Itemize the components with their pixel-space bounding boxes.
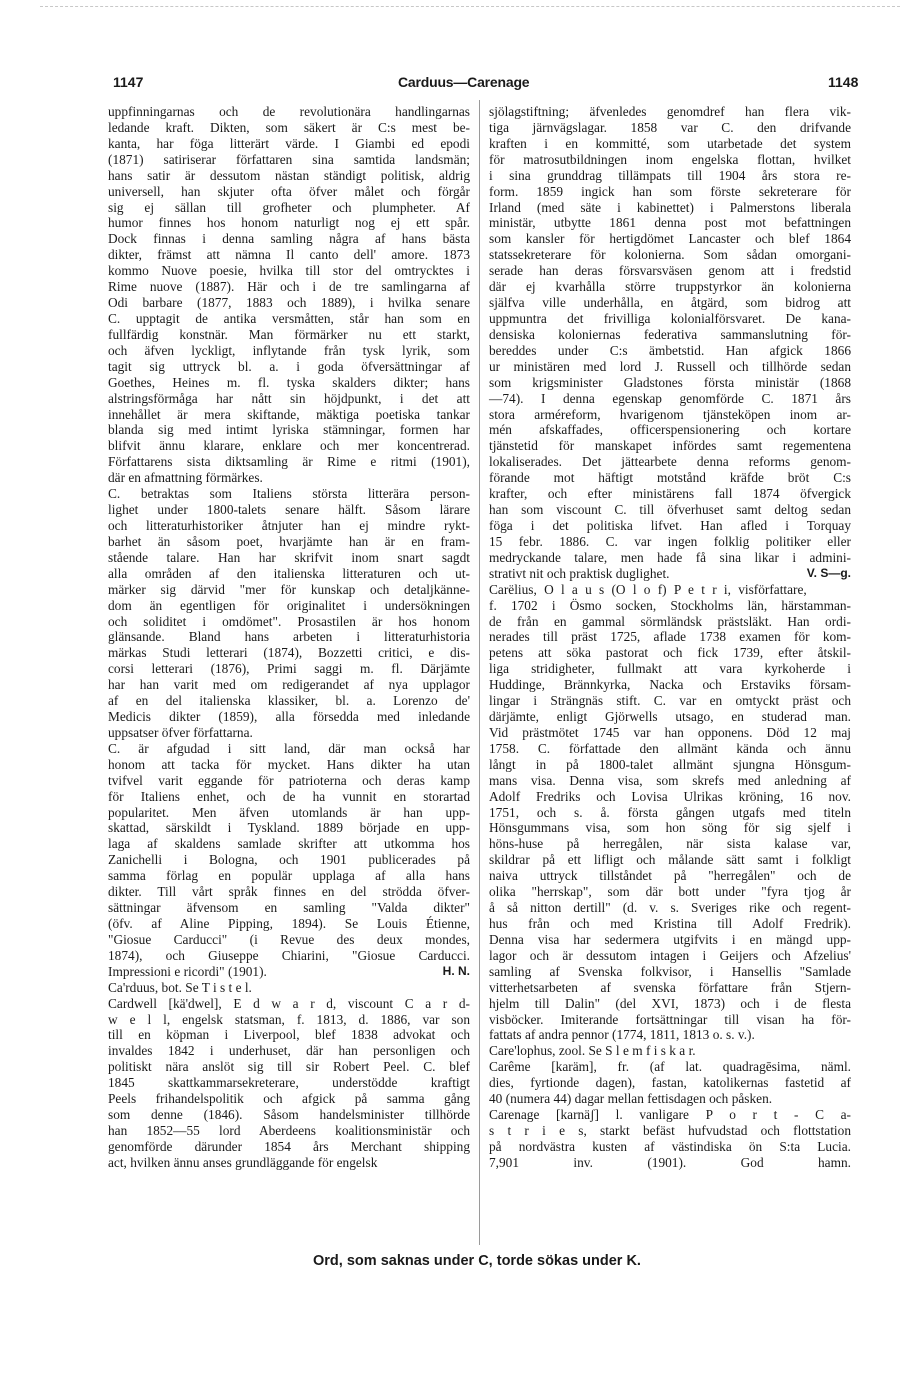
left-column	[108, 104, 470, 1171]
line-text: därjämte, enligt Gjörwells utsago, en studerad man.	[489, 709, 851, 725]
running-title: Carduus—Carenage	[398, 74, 530, 90]
text-line	[489, 980, 851, 996]
line-text: och litteraturhistoriker åtnjuter han ej mindre rykt-	[108, 517, 470, 533]
line-text: krafter, och efter ministärens fall 1874 öfvergick	[489, 486, 851, 502]
text-line	[489, 136, 851, 152]
text-line	[489, 964, 851, 980]
text-line	[489, 1059, 851, 1075]
line-text: alla områden af den italienska litteraturen och ut-	[108, 565, 470, 581]
line-text: förande mot häftigt motstånd kräfde bröt C:s	[489, 470, 851, 486]
line-text: Impressioni e ricordi" (1901).	[108, 963, 267, 979]
text-line	[489, 614, 851, 630]
line-text: Dock finnas i denna samling några af hans bästa	[108, 231, 470, 247]
text-line	[108, 295, 470, 311]
text-line	[489, 789, 851, 805]
text-line	[489, 757, 851, 773]
line-text: uppmuntra det frivilliga kolonialförsvaret. De kana-	[489, 310, 851, 326]
line-text: uppfinningarnas och de revolutionära handlingarnas	[108, 104, 470, 119]
line-text: skildrar på ett lifligt och målande sätt samt i folkligt	[489, 852, 851, 868]
text-line	[489, 231, 851, 247]
line-text: föga i det politiska lifvet. Han afled i Torquay	[489, 517, 851, 533]
line-text: Carême [karäm], fr. (af lat. quadragēsima, näml.	[489, 1059, 851, 1075]
line-text: s t r i e s, starkt befäst hufvudstad och flottstation	[489, 1123, 851, 1138]
right-column	[489, 104, 851, 1171]
line-text: hans satir är dessutom nästan ständigt politisk, aldrig	[108, 167, 470, 183]
text-line	[489, 836, 851, 852]
text-line	[489, 725, 851, 741]
line-text: nerades till präst 1725, aflade 1738 examen för kom-	[489, 629, 851, 645]
text-line	[108, 407, 470, 423]
text-line	[489, 279, 851, 295]
line-text: sättningar äfvensom en samling "Valda dikter"	[108, 900, 470, 916]
line-text: och äfven lyckligt, inflytande från tysk lyrik, som	[108, 342, 470, 358]
line-text: mén afskaffades, officerspensionering och kortare	[489, 422, 851, 438]
text-line	[489, 948, 851, 964]
text-line	[108, 645, 470, 661]
line-text: —74). I denna egenskap genomförde C. 1871 års	[489, 390, 851, 406]
line-text: Irland (med säte i kabinettet) i Palmerstons liberala	[489, 199, 851, 215]
text-line	[108, 566, 470, 582]
text-line	[489, 1091, 851, 1107]
line-text: Ca'rduus, bot. Se T i s t e l.	[108, 979, 252, 995]
line-text: Hönsgummans visa, som hon söng för sig sjelf i	[489, 820, 851, 836]
line-text: som kansler för hertigdömet Lancaster och blef 1864	[489, 231, 851, 247]
line-text: petens att söka pastorat och fick 1739, efter åtskil-	[489, 645, 851, 661]
text-line	[108, 852, 470, 868]
text-line	[108, 820, 470, 836]
line-text: Medicis dikter (1859), alla försedda med inledande	[108, 709, 470, 725]
text-line	[489, 407, 851, 423]
text-line	[489, 852, 851, 868]
text-line	[108, 438, 470, 454]
line-text: tvifvel varit eggande för patrioterna och deras kamp	[108, 772, 470, 788]
line-text: 40 (numera 44) dagar mellan fettisdagen och påsken.	[489, 1091, 773, 1107]
text-line	[108, 1012, 470, 1028]
author-signature: V. S—g.	[806, 565, 851, 580]
text-line	[108, 693, 470, 709]
text-line	[489, 550, 851, 566]
line-text: å så nitton dertill" (d. v. s. Sveriges rike och regent-	[489, 900, 851, 916]
line-text: strativt nit och praktisk duglighet.	[489, 565, 670, 581]
text-line	[108, 773, 470, 789]
line-text: blifvit ännu klarare, enklare och mer koncentrerad.	[108, 438, 470, 454]
line-text: dikter, främst att nämna Il canto dell' amore. 1873	[108, 247, 470, 263]
line-text: visböcker. Imiterande fortsättningar till visan ha för-	[489, 1011, 851, 1027]
text-line	[108, 215, 470, 231]
line-text: ledande kraft. Dikten, som säkert är C:s mest be-	[108, 119, 470, 135]
text-line	[108, 677, 470, 693]
text-line	[489, 518, 851, 534]
line-text: 1751, och s. å. första gången utgafs med titeln	[489, 804, 851, 820]
text-line	[489, 152, 851, 168]
line-text: bereddes under C:s ämbetstid. Han afgick 1866	[489, 342, 851, 358]
line-text: samling af Svenska folkvisor, i Hansellis "Samlade	[489, 963, 851, 979]
text-line	[489, 1012, 851, 1028]
text-line	[489, 1075, 851, 1091]
line-text: Författarens sista diktsamling är Rime e ritmi (1901),	[108, 454, 470, 470]
scan-edge-line	[40, 6, 900, 7]
text-line	[108, 327, 470, 343]
line-text: fullfärdig konstnär. Man förmärker nu ett starkt,	[108, 326, 470, 342]
line-text: på nordvästra kusten af västindiska ön S:ta Lucia.	[489, 1138, 851, 1154]
line-text: 15 febr. 1886. C. var ingen folklig politiker eller	[489, 533, 851, 549]
line-text: Rime nuove (1887). Här och i de tre samlingarna af	[108, 279, 470, 295]
line-text: själfva ville underhålla, en åtgärd, som bidrog att	[489, 295, 851, 311]
text-line	[489, 438, 851, 454]
line-text: liga stridigheter, fullmakt att vara kyrkoherde i	[489, 661, 851, 677]
text-line	[489, 1107, 851, 1123]
line-text: uppsatser öfver författarna.	[108, 724, 253, 740]
line-text: "Giosue Carducci" (i Revue des deux mondes,	[108, 931, 470, 947]
text-line	[108, 1107, 470, 1123]
line-text: blanda sig med intimt lyriska stämningar, formen har	[108, 422, 470, 438]
text-line	[108, 629, 470, 645]
line-text: serade han deras försvarsväsen genom att i fredstid	[489, 263, 851, 279]
line-text: popularitet. Men äfven utomlands är han upp-	[108, 804, 470, 820]
text-line	[108, 980, 470, 996]
line-text: kraften i en kommitté, som utarbetade det system	[489, 135, 851, 151]
text-line	[489, 598, 851, 614]
line-text: alstringsförmåga har nått sin höjdpunkt, i det att	[108, 390, 470, 406]
line-text: Peels frihandelspolitik och afgick på samma gång	[108, 1091, 470, 1107]
line-text: form. 1859 ingick han som förste sekreterare för	[489, 183, 851, 199]
line-text: han som viscount C. till öfverhuset samt deltog sedan	[489, 502, 851, 518]
line-text: 1874), och Giuseppe Chiarini, "Giosue Carducci.	[108, 947, 470, 963]
line-text: som denne (1846). Såsom handelsminister tillhörde	[108, 1107, 470, 1123]
text-line	[108, 359, 470, 375]
text-line	[108, 152, 470, 168]
line-text: Odi barbare (1877, 1883 och 1889), i hvilka senare	[108, 295, 470, 311]
line-text: olika "herrskap", som där bott under "fyra tjog år	[489, 884, 851, 900]
line-text: genomförde därunder 1854 års Merchant shipping	[108, 1138, 470, 1154]
text-line	[489, 629, 851, 645]
line-text: Carëlius, O l a u s (O l o f) P e t r i, visförfattare,	[489, 581, 807, 597]
text-line	[108, 1059, 470, 1075]
text-line	[489, 677, 851, 693]
text-line	[489, 343, 851, 359]
line-text: stående talare. Han har skrifvit inom snart sagdt	[108, 549, 470, 565]
line-text: där ej kvarhålla större truppstyrkor än kolonierna	[489, 279, 851, 295]
text-line	[489, 200, 851, 216]
text-line	[108, 996, 470, 1012]
text-line	[108, 200, 470, 216]
text-line	[108, 1091, 470, 1107]
text-line	[489, 805, 851, 821]
line-text: vitterhetsarbeten af svenska författare från Stjern-	[489, 979, 851, 995]
text-line	[108, 279, 470, 295]
line-text: universell, han skjuter ofta öfver målet och förgår	[108, 183, 470, 199]
text-line	[108, 741, 470, 757]
line-text: dies, fyrtionde dagen), fastan, katolikernas fastetid af	[489, 1075, 851, 1091]
text-line	[108, 964, 470, 980]
text-line	[108, 263, 470, 279]
line-text: sig ej sällan till grofheter och plumpheter. Af	[108, 199, 470, 215]
text-line	[489, 1139, 851, 1155]
text-line	[489, 104, 851, 120]
text-line	[108, 582, 470, 598]
line-text: af en del italienska klassiker, bl. a. Lorenzo de'	[108, 693, 470, 709]
line-text: lagor och är dessutom intagen i Geijers och Afzelius'	[489, 947, 851, 963]
line-text: Denna visa har sedermera utgifvits i en mängd upp-	[489, 931, 851, 947]
text-line	[489, 582, 851, 598]
text-line	[108, 120, 470, 136]
text-line	[489, 375, 851, 391]
line-text: märker sig därvid "mer för kunskap och detaljkänne-	[108, 581, 470, 597]
line-text: tagit sig uttryck bl. a. i goda öfversättningar af	[108, 358, 470, 374]
line-text: C. betraktas som Italiens största litterära person-	[108, 486, 470, 502]
text-line	[108, 916, 470, 932]
line-text: Zanichelli i Bologna, och 1901 publicerades på	[108, 852, 470, 868]
line-text: Adolf Fredriks och Lovisa Ulrikas kröning, 16 nov.	[489, 788, 851, 804]
text-line	[489, 168, 851, 184]
text-line	[108, 709, 470, 725]
text-line	[108, 502, 470, 518]
line-text: statssekreterare för kolonierna. Som sådan omorgani-	[489, 247, 851, 263]
author-signature: H. N.	[442, 963, 470, 978]
text-line	[489, 693, 851, 709]
text-line	[108, 422, 470, 438]
line-text: lingar i Strängnäs stift. C. var en omtyckt präst och	[489, 693, 851, 709]
text-line	[489, 1043, 851, 1059]
text-line	[489, 709, 851, 725]
text-line	[108, 343, 470, 359]
text-line	[489, 773, 851, 789]
line-text: Carenage [karnäʃ] l. vanligare P o r t - C a-	[489, 1107, 851, 1123]
text-line	[489, 566, 851, 582]
text-line	[489, 932, 851, 948]
text-line	[108, 454, 470, 470]
text-line	[489, 422, 851, 438]
line-text: invaldes 1842 i underhuset, där han personligen och	[108, 1043, 470, 1059]
text-line	[108, 136, 470, 152]
text-line	[489, 1027, 851, 1043]
line-text: C. är afgudad i sitt land, där man också har	[108, 740, 470, 756]
line-text: har han varit med om redigerandet af nya upplagor	[108, 677, 470, 693]
line-text: C. upptagit de antika versmåtten, står han som en	[108, 310, 470, 326]
text-line	[489, 327, 851, 343]
text-line	[108, 884, 470, 900]
line-text: naiva uttryck tillståndet på "herregålen" och de	[489, 868, 851, 884]
line-text: stora arméreform, hvarigenom tjänsteköpen inom ar-	[489, 406, 851, 422]
text-line	[489, 900, 851, 916]
line-text: dom än egentligen för originalitet i undersökningen	[108, 597, 470, 613]
line-text: lokaliserades. Det jättearbete denna reforms genom-	[489, 454, 851, 470]
text-line	[108, 311, 470, 327]
text-line	[489, 884, 851, 900]
line-text: act, hvilken ännu anses grundläggande för engelsk	[108, 1154, 378, 1170]
text-line	[489, 502, 851, 518]
text-line	[108, 757, 470, 773]
text-line	[489, 868, 851, 884]
text-line	[489, 645, 851, 661]
line-text: sjölagstiftning; äfvenledes genomdref han flera vik-	[489, 104, 851, 119]
text-line	[108, 104, 470, 120]
line-text: som krigsminister Gladstones första ministär (1868	[489, 374, 851, 390]
line-text: honom att tacka för mycket. Hans dikter ha utan	[108, 756, 470, 772]
line-text: ur ministären med lord J. Russell och tillhörde sedan	[489, 358, 851, 374]
column-divider	[479, 100, 480, 1245]
text-line	[108, 534, 470, 550]
text-line	[108, 1139, 470, 1155]
line-text: där en afmattning förmärkes.	[108, 470, 263, 486]
line-text: Care'lophus, zool. Se S l e m f i s k a r.	[489, 1043, 696, 1059]
text-line	[108, 247, 470, 263]
text-line	[489, 215, 851, 231]
line-text: fattats af andra pennor (1774, 1811, 1813 o. s. v.).	[489, 1027, 755, 1043]
text-line	[108, 486, 470, 502]
text-line	[108, 836, 470, 852]
line-text: 1758. C. författade den allmänt kända och ännu	[489, 740, 851, 756]
text-line	[489, 1155, 851, 1171]
line-text: hjelm till Dalin" (del XVI, 1873) och i de flesta	[489, 995, 851, 1011]
text-line	[108, 948, 470, 964]
line-text: hus från och med Kristina till Adolf Fredrik).	[489, 916, 851, 932]
text-line	[108, 868, 470, 884]
line-text: för Italiens enhet, och de ha vunnit en storartad	[108, 788, 470, 804]
line-text: märkas Studi letterari (1874), Bozzetti critici, e dis-	[108, 645, 470, 661]
page-header	[0, 74, 920, 96]
text-line	[489, 1123, 851, 1139]
line-text: till en köpman i Liverpool, blef 1838 advokat och	[108, 1027, 470, 1043]
line-text: höns-huse på herregålen, när sista kalase var,	[489, 836, 851, 852]
line-text: kommo Nuove poesie, hvilka till stor del omtrycktes i	[108, 263, 470, 279]
text-line	[108, 391, 470, 407]
line-text: tiga järnvägslagar. 1858 var C. den drifvande	[489, 119, 851, 135]
text-line	[489, 311, 851, 327]
text-line	[108, 789, 470, 805]
line-text: Cardwell [kä'dwel], E d w a r d, viscount C a r d-	[108, 995, 470, 1011]
line-text: politiskt närа anslöt sig till sir Robert Peel. C. blef	[108, 1059, 470, 1075]
text-line	[489, 184, 851, 200]
text-line	[108, 1043, 470, 1059]
text-line	[489, 247, 851, 263]
text-line	[108, 598, 470, 614]
line-text: och soliditet i omdömet". Prosastilen är hos honom	[108, 613, 470, 629]
line-text: lighet under 1800-talets senare hälft. Såsom lärare	[108, 502, 470, 518]
text-line	[489, 263, 851, 279]
line-text: tjänstetid för manskapet infördes samt regementena	[489, 438, 851, 454]
line-text: laga af skaldens samlade skrifter att utkomma hos	[108, 836, 470, 852]
text-line	[489, 391, 851, 407]
page-number-left: 1147	[113, 74, 144, 90]
text-line	[108, 518, 470, 534]
text-line	[108, 614, 470, 630]
line-text: samma förlag en populär upplaga af alla hans	[108, 868, 470, 884]
footer-note	[0, 1253, 920, 1269]
text-line	[108, 805, 470, 821]
line-text: Huddinge, Brännkyrka, Nacka och Erstaviks försam-	[489, 677, 851, 693]
text-line	[108, 168, 470, 184]
line-text: 7,901 inv. (1901). God hamn.	[489, 1154, 851, 1170]
line-text: glänsande. Bland hans arbeten i litteraturhistoria	[108, 629, 470, 645]
text-line	[489, 486, 851, 502]
line-text: (1871) satiriserar författaren sina samtida landsmän;	[108, 151, 470, 167]
line-text: f. 1702 i Ösmo socken, Stockholms län, härstamman-	[489, 597, 851, 613]
text-line	[108, 1027, 470, 1043]
text-line	[489, 916, 851, 932]
line-text: ministär, utbytte 1861 denna post mot befattningen	[489, 215, 851, 231]
text-line	[489, 661, 851, 677]
text-line	[108, 1155, 470, 1171]
line-text: medryckande talare, men hade få sina likar i admini-	[489, 549, 851, 565]
line-text: Goethes, Heines m. fl. tyska skalders dikter; hans	[108, 374, 470, 390]
text-line	[489, 741, 851, 757]
text-line	[108, 932, 470, 948]
line-text: han 1852—55 lord Aberdeens koalitionsministär och	[108, 1123, 470, 1138]
line-text: densiska koloniernas federativa sammanslutning för-	[489, 326, 851, 342]
line-text: mans visa. Denna visa, som skrefs med anledning af	[489, 772, 851, 788]
text-line	[108, 1075, 470, 1091]
line-text: i sina grunddrag tillämpats till 1904 års stora re-	[489, 167, 851, 183]
line-text: 1845 skattkammarsekreterare, understödde kraftigt	[108, 1075, 470, 1091]
text-line	[108, 375, 470, 391]
line-text: innehållet är mera skiftande, mäktiga poetiska tankar	[108, 406, 470, 422]
text-line	[108, 550, 470, 566]
text-line	[108, 900, 470, 916]
line-text: kanta, har föga litterärt värde. I Giambi ed epodi	[108, 135, 470, 151]
text-line	[489, 359, 851, 375]
text-line	[108, 725, 470, 741]
text-line	[108, 184, 470, 200]
line-text: dikter. Till vårt språk finnes en del strödda öfver-	[108, 884, 470, 900]
text-line	[489, 454, 851, 470]
text-line	[108, 470, 470, 486]
line-text: humor finnes hos honom naturligt nog ej ett spår.	[108, 215, 470, 231]
line-text: (öfv. af Aline Pipping, 1894). Se Louis Étienne,	[108, 916, 470, 932]
line-text: corsi letterari (1876), Primi saggi m. fl. Därjämte	[108, 661, 470, 677]
text-line	[489, 534, 851, 550]
line-text: de från en gammal sörmländsk prästsläkt. Han ordi-	[489, 613, 851, 629]
line-text: skattad, särskildt i Tyskland. 1889 började en upp-	[108, 820, 470, 836]
line-text: w e l l, engelsk statsman, f. 1813, d. 1886, var son	[108, 1011, 470, 1027]
line-text: för matrosutbildningen inom engelska flottan, hvilket	[489, 151, 851, 167]
text-line	[108, 231, 470, 247]
text-line	[108, 1123, 470, 1139]
text-line	[489, 470, 851, 486]
page-number-right: 1148	[828, 74, 859, 90]
line-text: Vid prästmötet 1745 var han opponens. Död 12 maj	[489, 724, 851, 740]
line-text: barhet än såsom poet, hvarjämte han är en fram-	[108, 533, 470, 549]
text-line	[489, 295, 851, 311]
footer-text: Ord, som saknas under C, torde sökas under K.	[313, 1253, 641, 1269]
text-line	[489, 820, 851, 836]
line-text: långt in på 1800-talet allmänt sjungna Hönsgum-	[489, 756, 851, 772]
text-line	[489, 996, 851, 1012]
text-line	[108, 661, 470, 677]
text-line	[489, 120, 851, 136]
